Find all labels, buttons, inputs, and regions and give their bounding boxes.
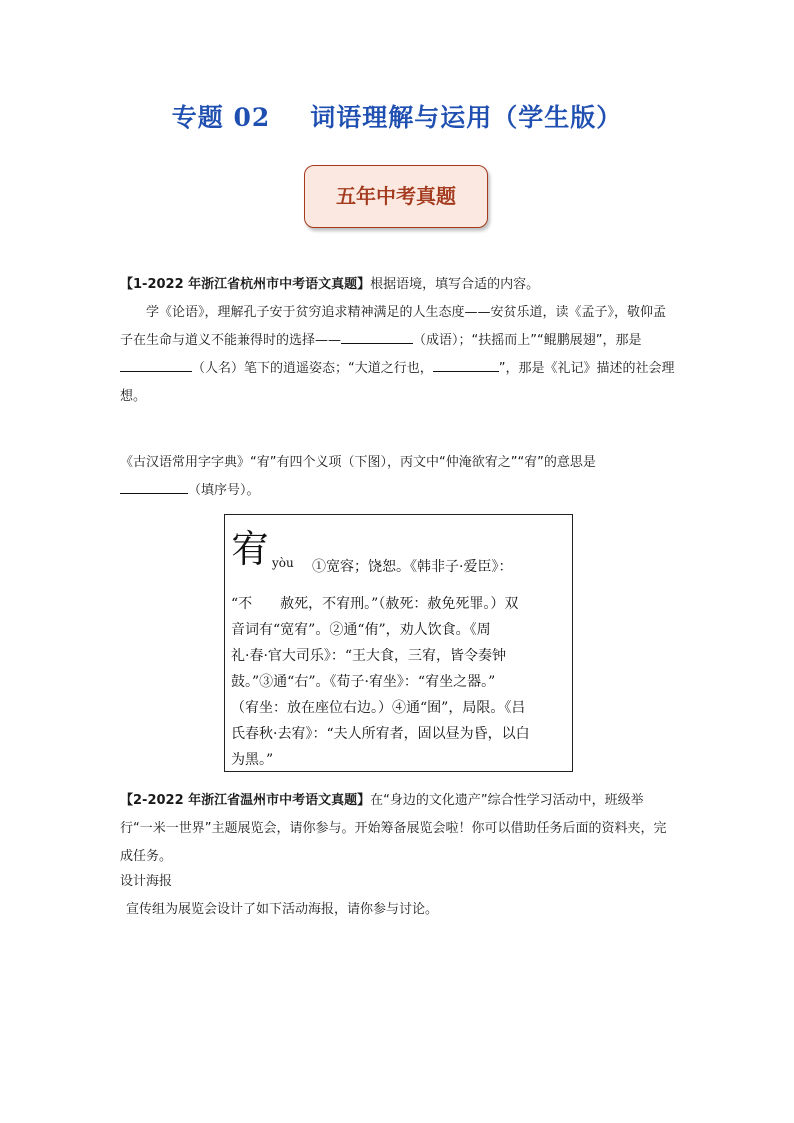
dictionary-line: 音词有“宽宥”。②通“侑”，劝人饮食。《周 [231,622,491,638]
question-1-prompt: 根据语境，填写合适的内容。 [370,277,540,292]
dictionary-line: （宥坐：放在座位右边。）④通“囿”，局限。《吕 [231,700,526,716]
question-1b-suffix: （填序号）。 [188,483,260,498]
dictionary-line: 鼓。”③通“右”。《荀子·宥坐》：“宥坐之器。” [231,674,496,690]
question-2-subheading: 设计海报 [120,874,173,889]
question-2-source: 【2-2022 年浙江省温州市中考语文真题】 [120,793,371,808]
answer-blank-person[interactable] [120,357,192,372]
question-1b [120,449,676,505]
question-1-seg2: （成语）；“扶摇而上”“鲲鹏展翅”，那是 [413,333,642,348]
question-1-header [120,271,676,299]
section-badge: 五年中考真题 [304,165,488,228]
answer-blank-quote[interactable] [433,357,499,372]
dictionary-line: 为黑。” [231,752,274,768]
page-title-main: 词语理解与运用（学生版） [310,103,623,132]
dictionary-line: “不 赦死，不宥刑。”（赦死：赦免死罪。）双 [231,596,519,612]
question-1-seg1: 学《论语》，理解孔子安于贫穷追求精神满足的人生态度——安贫乐道，读《孟子》，敬仰孟子在生命与道义不能兼得时的选择—— [120,305,667,348]
answer-blank-idiom[interactable] [341,329,413,344]
dictionary-line: ①宽容；饶恕。《韩非子·爱臣》： [312,559,513,575]
dictionary-line: 氏春秋·去宥》：“夫人所宥者，固以昼为昏，以白 [231,726,530,742]
question-2-instruction: 宣传组为展览会设计了如下活动海报，请你参与讨论。 [126,902,439,917]
question-1-body [120,299,676,411]
question-1-seg3: （人名）笔下的逍遥姿态；“大道之行也， [192,361,433,376]
dictionary-line: 礼·春·官大司乐》：“王大食，三宥，皆令奏钟 [231,648,507,664]
page-title-prefix: 专题 02 [171,103,271,132]
question-2 [120,787,676,871]
answer-blank-number[interactable] [120,479,188,494]
question-1b-text: 《古汉语常用字字典》“宥”有四个义项（下图），丙文中“仲淹欲宥之”“宥”的意思是 [120,455,596,470]
question-2-text: 在“身边的文化遗产”综合性学习活动中，班级举行“一米一世界”主题展览会，请你参与。开始筹备展览会啦！你可以借助任务后面的资料夹，完成任务。 [120,793,667,864]
page-title [0,98,794,134]
question-1-source: 【1-2022 年浙江省杭州市中考语文真题】 [120,277,371,292]
dictionary-pinyin: yòu [272,556,294,570]
dictionary-head-char: 宥 [231,527,270,571]
question-1-seg4: ”，那是《礼记》描述的社会理想。 [120,361,675,404]
dictionary-entry [224,514,573,772]
